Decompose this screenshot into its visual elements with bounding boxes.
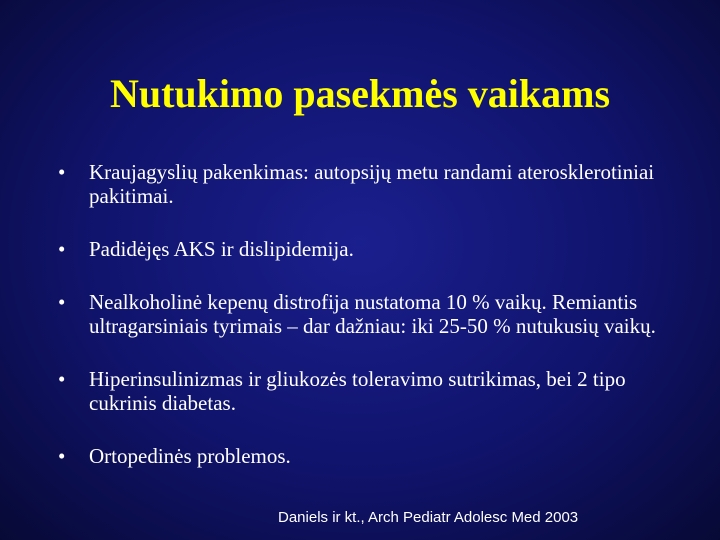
bullet-marker: • bbox=[58, 237, 66, 261]
bullet-marker: • bbox=[58, 290, 66, 314]
bullet-item-liver bbox=[58, 290, 678, 338]
bullet-text: Ortopedinės problemos. bbox=[89, 444, 291, 468]
bullet-text: Hiperinsulinizmas ir gliukozės toleravimo sutrikimas, bei 2 tipo cukrinis diabetas. bbox=[89, 367, 626, 415]
bullet-list bbox=[58, 160, 678, 468]
citation: Daniels ir kt., Arch Pediatr Adolesc Med 2003 bbox=[278, 509, 579, 526]
slide-title: Nutukimo pasekmės vaikams bbox=[109, 71, 611, 116]
bullet-item-hypertension bbox=[58, 237, 678, 261]
bullet-marker: • bbox=[58, 367, 66, 391]
bullet-marker: • bbox=[58, 444, 66, 468]
bullet-item-vascular bbox=[58, 160, 678, 208]
bullet-item-orthopedic bbox=[58, 444, 678, 468]
bullet-text: Padidėjęs AKS ir dislipidemija. bbox=[89, 237, 354, 261]
bullet-text: Kraujagyslių pakenkimas: autopsijų metu randami aterosklerotiniai pakitimai. bbox=[89, 160, 655, 208]
bullet-text: Nealkoholinė kepenų distrofija nustatoma 10 % vaikų. Remiantis ultragarsiniais tyrimais – dar dažniau: iki 25-50 % nutukusių vaikų. bbox=[89, 290, 656, 338]
bullet-marker: • bbox=[58, 160, 66, 184]
bullet-item-insulin bbox=[58, 367, 678, 415]
